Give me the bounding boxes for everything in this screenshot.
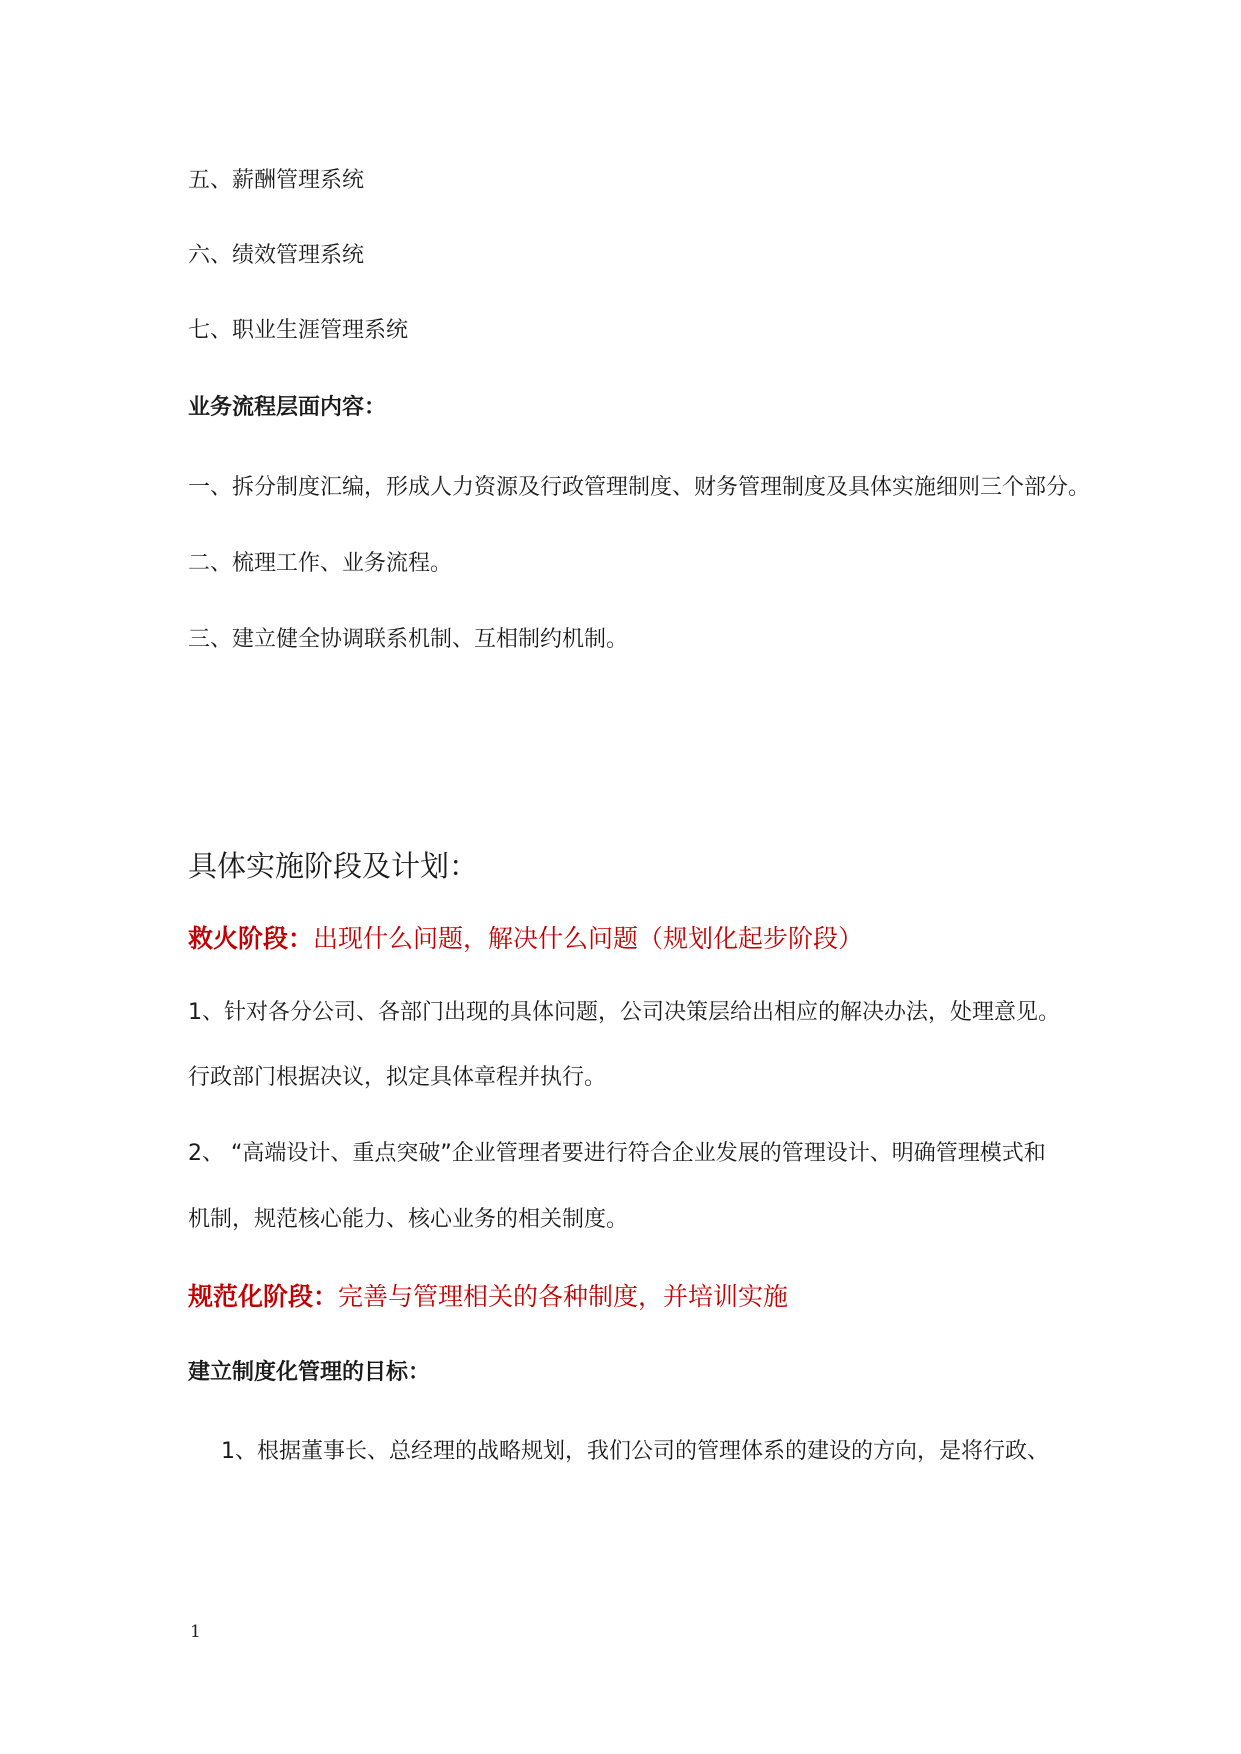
business-process-item-1: 一、拆分制度汇编，形成人力资源及行政管理制度、财务管理制度及具体实施细则三个部分。 <box>188 475 1091 500</box>
system-item-6: 六、绩效管理系统 <box>188 243 365 268</box>
stage-firefighting <box>188 922 863 956</box>
paragraph-2-line-1: 2、 “高端设计、重点突破”企业管理者要进行符合企业发展的管理设计、明确管理模式和 <box>188 1141 1046 1166</box>
page-number: 1 <box>190 1622 201 1642</box>
paragraph-2-line-2: 机制，规范核心能力、核心业务的相关制度。 <box>188 1207 629 1232</box>
stage-firefighting-desc: 出现什么问题，解决什么问题（规划化起步阶段） <box>313 924 864 953</box>
stage-firefighting-label: 救火阶段： <box>188 924 314 953</box>
paragraph-1-line-1: 1、针对各分公司、各部门出现的具体问题，公司决策层给出相应的解决办法，处理意见。 <box>188 1000 1061 1025</box>
stage-standardization-desc: 完善与管理相关的各种制度，并培训实施 <box>338 1282 789 1311</box>
paragraph-1-line-2: 行政部门根据决议，拟定具体章程并执行。 <box>188 1065 607 1090</box>
system-item-5: 五、薪酬管理系统 <box>188 168 365 193</box>
goal-heading: 建立制度化管理的目标： <box>188 1360 431 1385</box>
stage-standardization <box>188 1280 788 1314</box>
system-item-7: 七、职业生涯管理系统 <box>188 318 409 343</box>
business-process-heading: 业务流程层面内容： <box>188 395 387 420</box>
business-process-item-2: 二、梳理工作、业务流程。 <box>188 551 453 576</box>
stage-standardization-label: 规范化阶段： <box>188 1282 339 1311</box>
goal-item-1: 1、根据董事长、总经理的战略规划，我们公司的管理体系的建设的方向，是将行政、 <box>221 1439 1049 1464</box>
implementation-title: 具体实施阶段及计划： <box>188 849 479 883</box>
business-process-item-3: 三、建立健全协调联系机制、互相制约机制。 <box>188 627 629 652</box>
